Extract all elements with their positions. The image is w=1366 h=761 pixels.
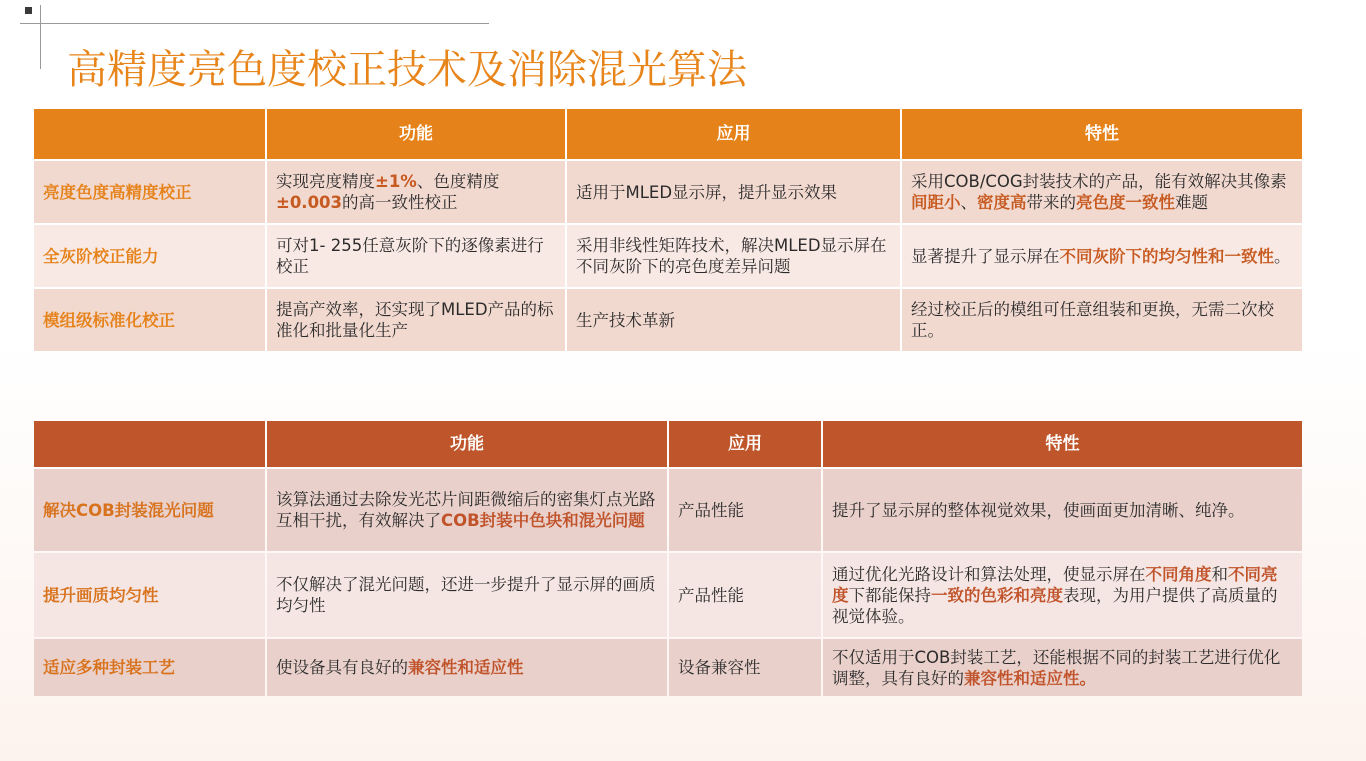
row-title: 亮度色度高精度校正 bbox=[34, 161, 265, 223]
table-header-row bbox=[34, 421, 1302, 467]
table-row bbox=[34, 553, 1302, 637]
function-cell: 提高产效率，还实现了MLED产品的标准化和批量化生产 bbox=[267, 289, 565, 351]
feature-cell: 提升了显示屏的整体视觉效果，使画面更加清晰、纯净。 bbox=[823, 469, 1302, 551]
feature-cell: 经过校正后的模组可任意组装和更换，无需二次校正。 bbox=[902, 289, 1302, 351]
application-cell: 适用于MLED显示屏，提升显示效果 bbox=[567, 161, 900, 223]
header-function: 功能 bbox=[267, 109, 565, 159]
row-title: 解决COB封装混光问题 bbox=[34, 469, 265, 551]
row-title: 提升画质均匀性 bbox=[34, 553, 265, 637]
row-title: 适应多种封装工艺 bbox=[34, 639, 265, 696]
feature-cell: 不仅适用于COB封装工艺，还能根据不同的封装工艺进行优化调整，具有良好的兼容性和适应性。 bbox=[823, 639, 1302, 696]
decorative-horizontal-line bbox=[20, 23, 489, 24]
decorative-vertical-line bbox=[40, 5, 41, 69]
table-row bbox=[34, 639, 1302, 696]
table-row bbox=[34, 469, 1302, 551]
feature-cell: 显著提升了显示屏在不同灰阶下的均匀性和一致性。 bbox=[902, 225, 1302, 287]
header-application: 应用 bbox=[669, 421, 821, 467]
application-cell: 生产技术革新 bbox=[567, 289, 900, 351]
header-blank bbox=[34, 109, 265, 159]
mixing-algorithm-table bbox=[32, 419, 1304, 698]
header-feature: 特性 bbox=[902, 109, 1302, 159]
table-row bbox=[34, 225, 1302, 287]
header-application: 应用 bbox=[567, 109, 900, 159]
header-function: 功能 bbox=[267, 421, 667, 467]
application-cell: 设备兼容性 bbox=[669, 639, 821, 696]
row-title: 模组级标准化校正 bbox=[34, 289, 265, 351]
row-title: 全灰阶校正能力 bbox=[34, 225, 265, 287]
table-header-row bbox=[34, 109, 1302, 159]
function-cell: 使设备具有良好的兼容性和适应性 bbox=[267, 639, 667, 696]
page-title: 高精度亮色度校正技术及消除混光算法 bbox=[67, 47, 747, 93]
feature-cell: 通过优化光路设计和算法处理，使显示屏在不同角度和不同亮度下都能保持一致的色彩和亮度表现，为用户提供了高质量的视觉体验。 bbox=[823, 553, 1302, 637]
calibration-table bbox=[32, 107, 1304, 353]
function-cell: 不仅解决了混光问题，还进一步提升了显示屏的画质均匀性 bbox=[267, 553, 667, 637]
decorative-square bbox=[25, 7, 32, 14]
application-cell: 采用非线性矩阵技术，解决MLED显示屏在不同灰阶下的亮色度差异问题 bbox=[567, 225, 900, 287]
table-row bbox=[34, 161, 1302, 223]
application-cell: 产品性能 bbox=[669, 553, 821, 637]
application-cell: 产品性能 bbox=[669, 469, 821, 551]
function-cell: 可对1- 255任意灰阶下的逐像素进行校正 bbox=[267, 225, 565, 287]
header-blank bbox=[34, 421, 265, 467]
function-cell: 实现亮度精度±1%、色度精度±0.003的高一致性校正 bbox=[267, 161, 565, 223]
header-feature: 特性 bbox=[823, 421, 1302, 467]
feature-cell: 采用COB/COG封装技术的产品，能有效解决其像素间距小、密度高带来的亮色度一致性难题 bbox=[902, 161, 1302, 223]
function-cell: 该算法通过去除发光芯片间距微缩后的密集灯点光路互相干扰，有效解决了COB封装中色块和混光问题 bbox=[267, 469, 667, 551]
table-row bbox=[34, 289, 1302, 351]
